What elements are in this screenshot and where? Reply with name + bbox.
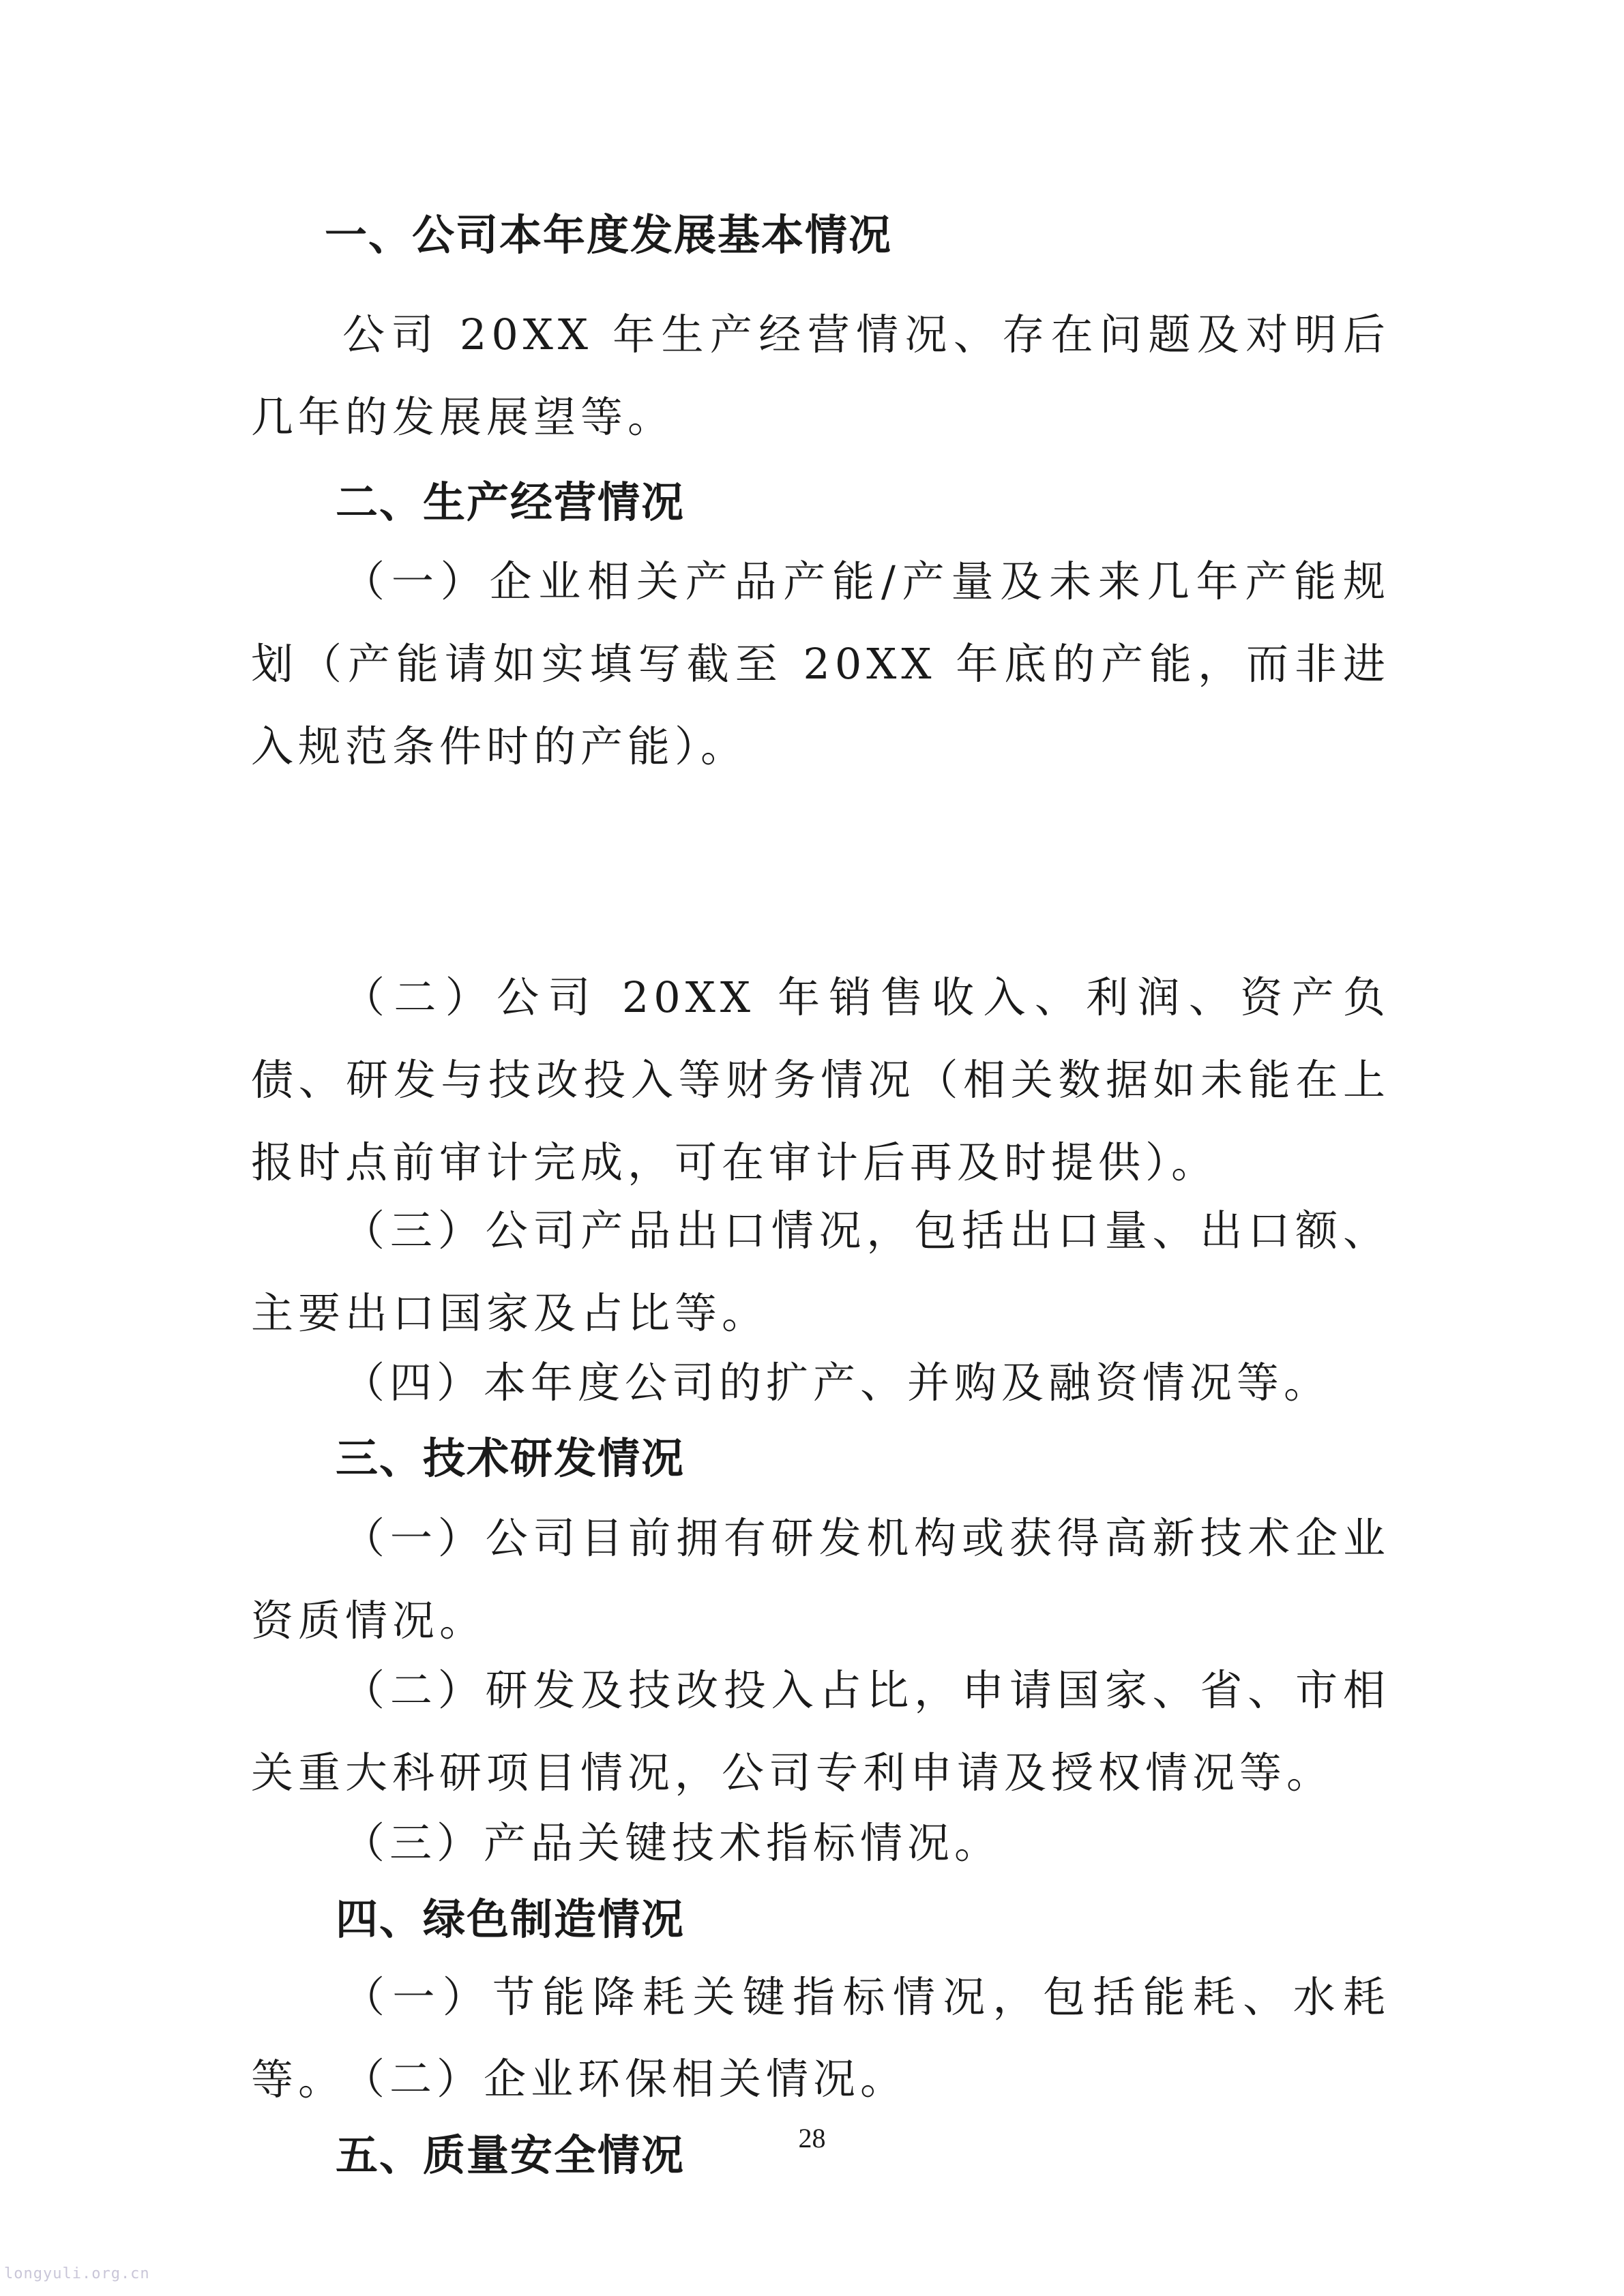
paragraph-3-3: （三）产品关键技术指标情况。: [342, 1818, 1002, 1868]
paragraph-4-1: （一）节能降耗关键指标情况，包括能耗、水耗等。: [251, 1972, 1390, 2104]
section-heading-5: 五、质量安全情况: [336, 2130, 685, 2180]
page-number: 28: [798, 2123, 826, 2153]
paragraph-3-2: （二）研发及技改投入占比，申请国家、省、市相关重大科研项目情况，公司专利申请及授权情况等。: [251, 1665, 1390, 1798]
paragraph-3-1: （一）公司目前拥有研发机构或获得高新技术企业资质情况。: [251, 1513, 1390, 1645]
site-watermark: longyuli.org.cn: [4, 2265, 150, 2282]
section-heading-1: 一、公司本年度发展基本情况: [325, 210, 893, 260]
paragraph-2-1: （一）企业相关产品产能/产量及未来几年产能规划（产能请如实填写截至 20XX 年底的产能，而非进入规范条件时的产能）。: [251, 556, 1390, 771]
paragraph-2-4: （四）本年度公司的扩产、并购及融资情况等。: [342, 1358, 1331, 1407]
paragraph-2-2: （二）公司 20XX 年销售收入、利润、资产负债、研发与技改投入等财务情况（相关数据如未能在上报时点前审计完成，可在审计后再及时提供）。: [251, 972, 1390, 1187]
section-heading-2: 二、生产经营情况: [336, 477, 685, 527]
paragraph-4-2: （二）企业环保相关情况。: [342, 2054, 908, 2104]
paragraph-2-3: （三）公司产品出口情况，包括出口量、出口额、主要出口国家及占比等。: [251, 1206, 1390, 1338]
paragraph-1-1: 公司 20XX 年生产经营情况、存在问题及对明后几年的发展展望等。: [251, 310, 1390, 442]
section-heading-4: 四、绿色制造情况: [336, 1894, 685, 1944]
section-heading-3: 三、技术研发情况: [336, 1433, 685, 1483]
